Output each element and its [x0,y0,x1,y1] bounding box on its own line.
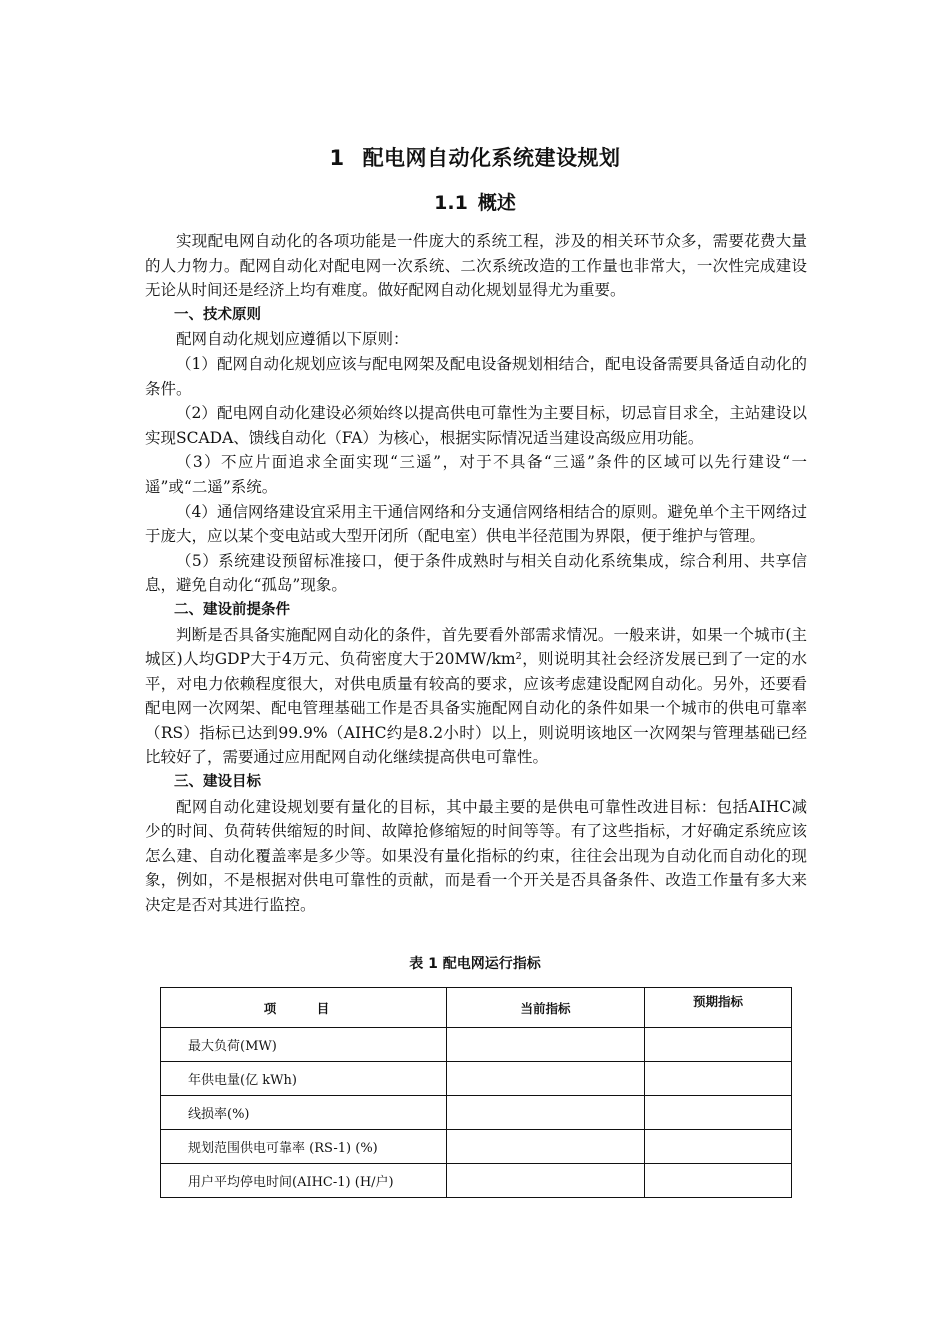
section-title-text: 概述 [477,192,516,214]
table-row [161,1028,792,1062]
table-row [161,1130,792,1164]
paragraph: （1）配网自动化规划应该与配电网架及配电设备规划相结合，配电设备需要具备适自动化的条件。 [145,354,807,398]
paragraph: 配网自动化规划应遵循以下原则： [176,330,409,349]
table-row [161,1164,792,1198]
indicator-table [160,987,792,1198]
section-number: 1.1 [434,192,468,214]
section-heading: 一、技术原则 [174,306,261,323]
table-row [161,1096,792,1130]
chapter-title [0,142,950,172]
paragraph: 判断是否具备实施配网自动化的条件，首先要看外部需求情况。一般来讲，如果一个城市(主城区)人均GDP大于4万元、负荷密度大于20MW/km²，则说明其社会经济发展已到了一定的水平，对电力依赖程度很大，对供电质量有较高的要求，应该考虑建设配网自动化。另外，还要看配电网一次网架、配电管理基础工作是否具备实施配网自动化的条件如果一个城市的供电可靠率（RS）指标已达到99.9%（AIHC约是8.2小时）以上，则说明该地区一次网架与管理基础已经比较好了，需要通过应用配网自动化继续提高供电可靠性。 [145,625,807,767]
table-caption: 表 1 配电网运行指标 [409,956,541,972]
expected-value-cell [645,1062,792,1096]
section-heading: 三、建设目标 [174,774,261,791]
row-label-cell: 用户平均停电时间(AIHC-1) (H/户) [161,1164,447,1198]
expected-value-cell [645,1164,792,1198]
expected-value-cell [645,1096,792,1130]
current-value-cell [447,1028,645,1062]
current-value-cell [447,1096,645,1130]
paragraph: （2）配电网自动化建设必须始终以提高供电可靠性为主要目标，切忌盲目求全，主站建设以实现SCADA、馈线自动化（FA）为核心，根据实际情况适当建设高级应用功能。 [145,404,807,447]
chapter-number: 1 [329,146,345,170]
chapter-title-text: 配电网自动化系统建设规划 [362,146,621,170]
paragraph: （5）系统建设预留标准接口，便于条件成熟时与相关自动化系统集成，综合利用、共享信息，避免自动化“孤岛”现象。 [145,551,807,595]
row-label-cell: 线损率(%) [161,1096,447,1130]
current-value-cell [447,1164,645,1198]
header-expected: 预期指标 [645,988,792,1028]
header-item: 项 目 [161,988,447,1028]
body-text [145,229,807,918]
section-title [0,188,950,215]
table-header-row [161,988,792,1028]
row-label-cell: 最大负荷(MW) [161,1028,447,1062]
row-label-cell: 年供电量(亿 kWh) [161,1062,447,1096]
paragraph: （4）通信网络建设宜采用主干通信网络和分支通信网络相结合的原则。避免单个主干网络过于庞大，应以某个变电站或大型开闭所（配电室）供电半径范围为界限，便于维护与管理。 [145,502,807,546]
current-value-cell [447,1062,645,1096]
expected-value-cell [645,1028,792,1062]
current-value-cell [447,1130,645,1164]
paragraph: （3）不应片面追求全面实现“三遥”，对于不具备“三遥”条件的区域可以先行建设“一遥”或“二遥”系统。 [145,453,807,496]
paragraph: 实现配电网自动化的各项功能是一件庞大的系统工程，涉及的相关环节众多，需要花费大量的人力物力。配网自动化对配电网一次系统、二次系统改造的工作量也非常大，一次性完成建设无论从时间还是经济上均有难度。做好配网自动化规划显得尤为重要。 [145,232,807,300]
header-current: 当前指标 [447,988,645,1028]
paragraph: 配网自动化建设规划要有量化的目标，其中最主要的是供电可靠性改进目标：包括AIHC减少的时间、负荷转供缩短的时间、故障抢修缩短的时间等等。有了这些指标，才好确定系统应该怎么建、自动化覆盖率是多少等。如果没有量化指标的约束，往往会出现为自动化而自动化的现象，例如，不是根据对供电可靠性的贡献，而是看一个开关是否具备条件、改造工作量有多大来决定是否对其进行监控。 [145,797,807,915]
row-label-cell: 规划范围供电可靠率 (RS-1) (%) [161,1130,447,1164]
table-row [161,1062,792,1096]
expected-value-cell [645,1130,792,1164]
section-heading: 二、建设前提条件 [174,601,290,618]
